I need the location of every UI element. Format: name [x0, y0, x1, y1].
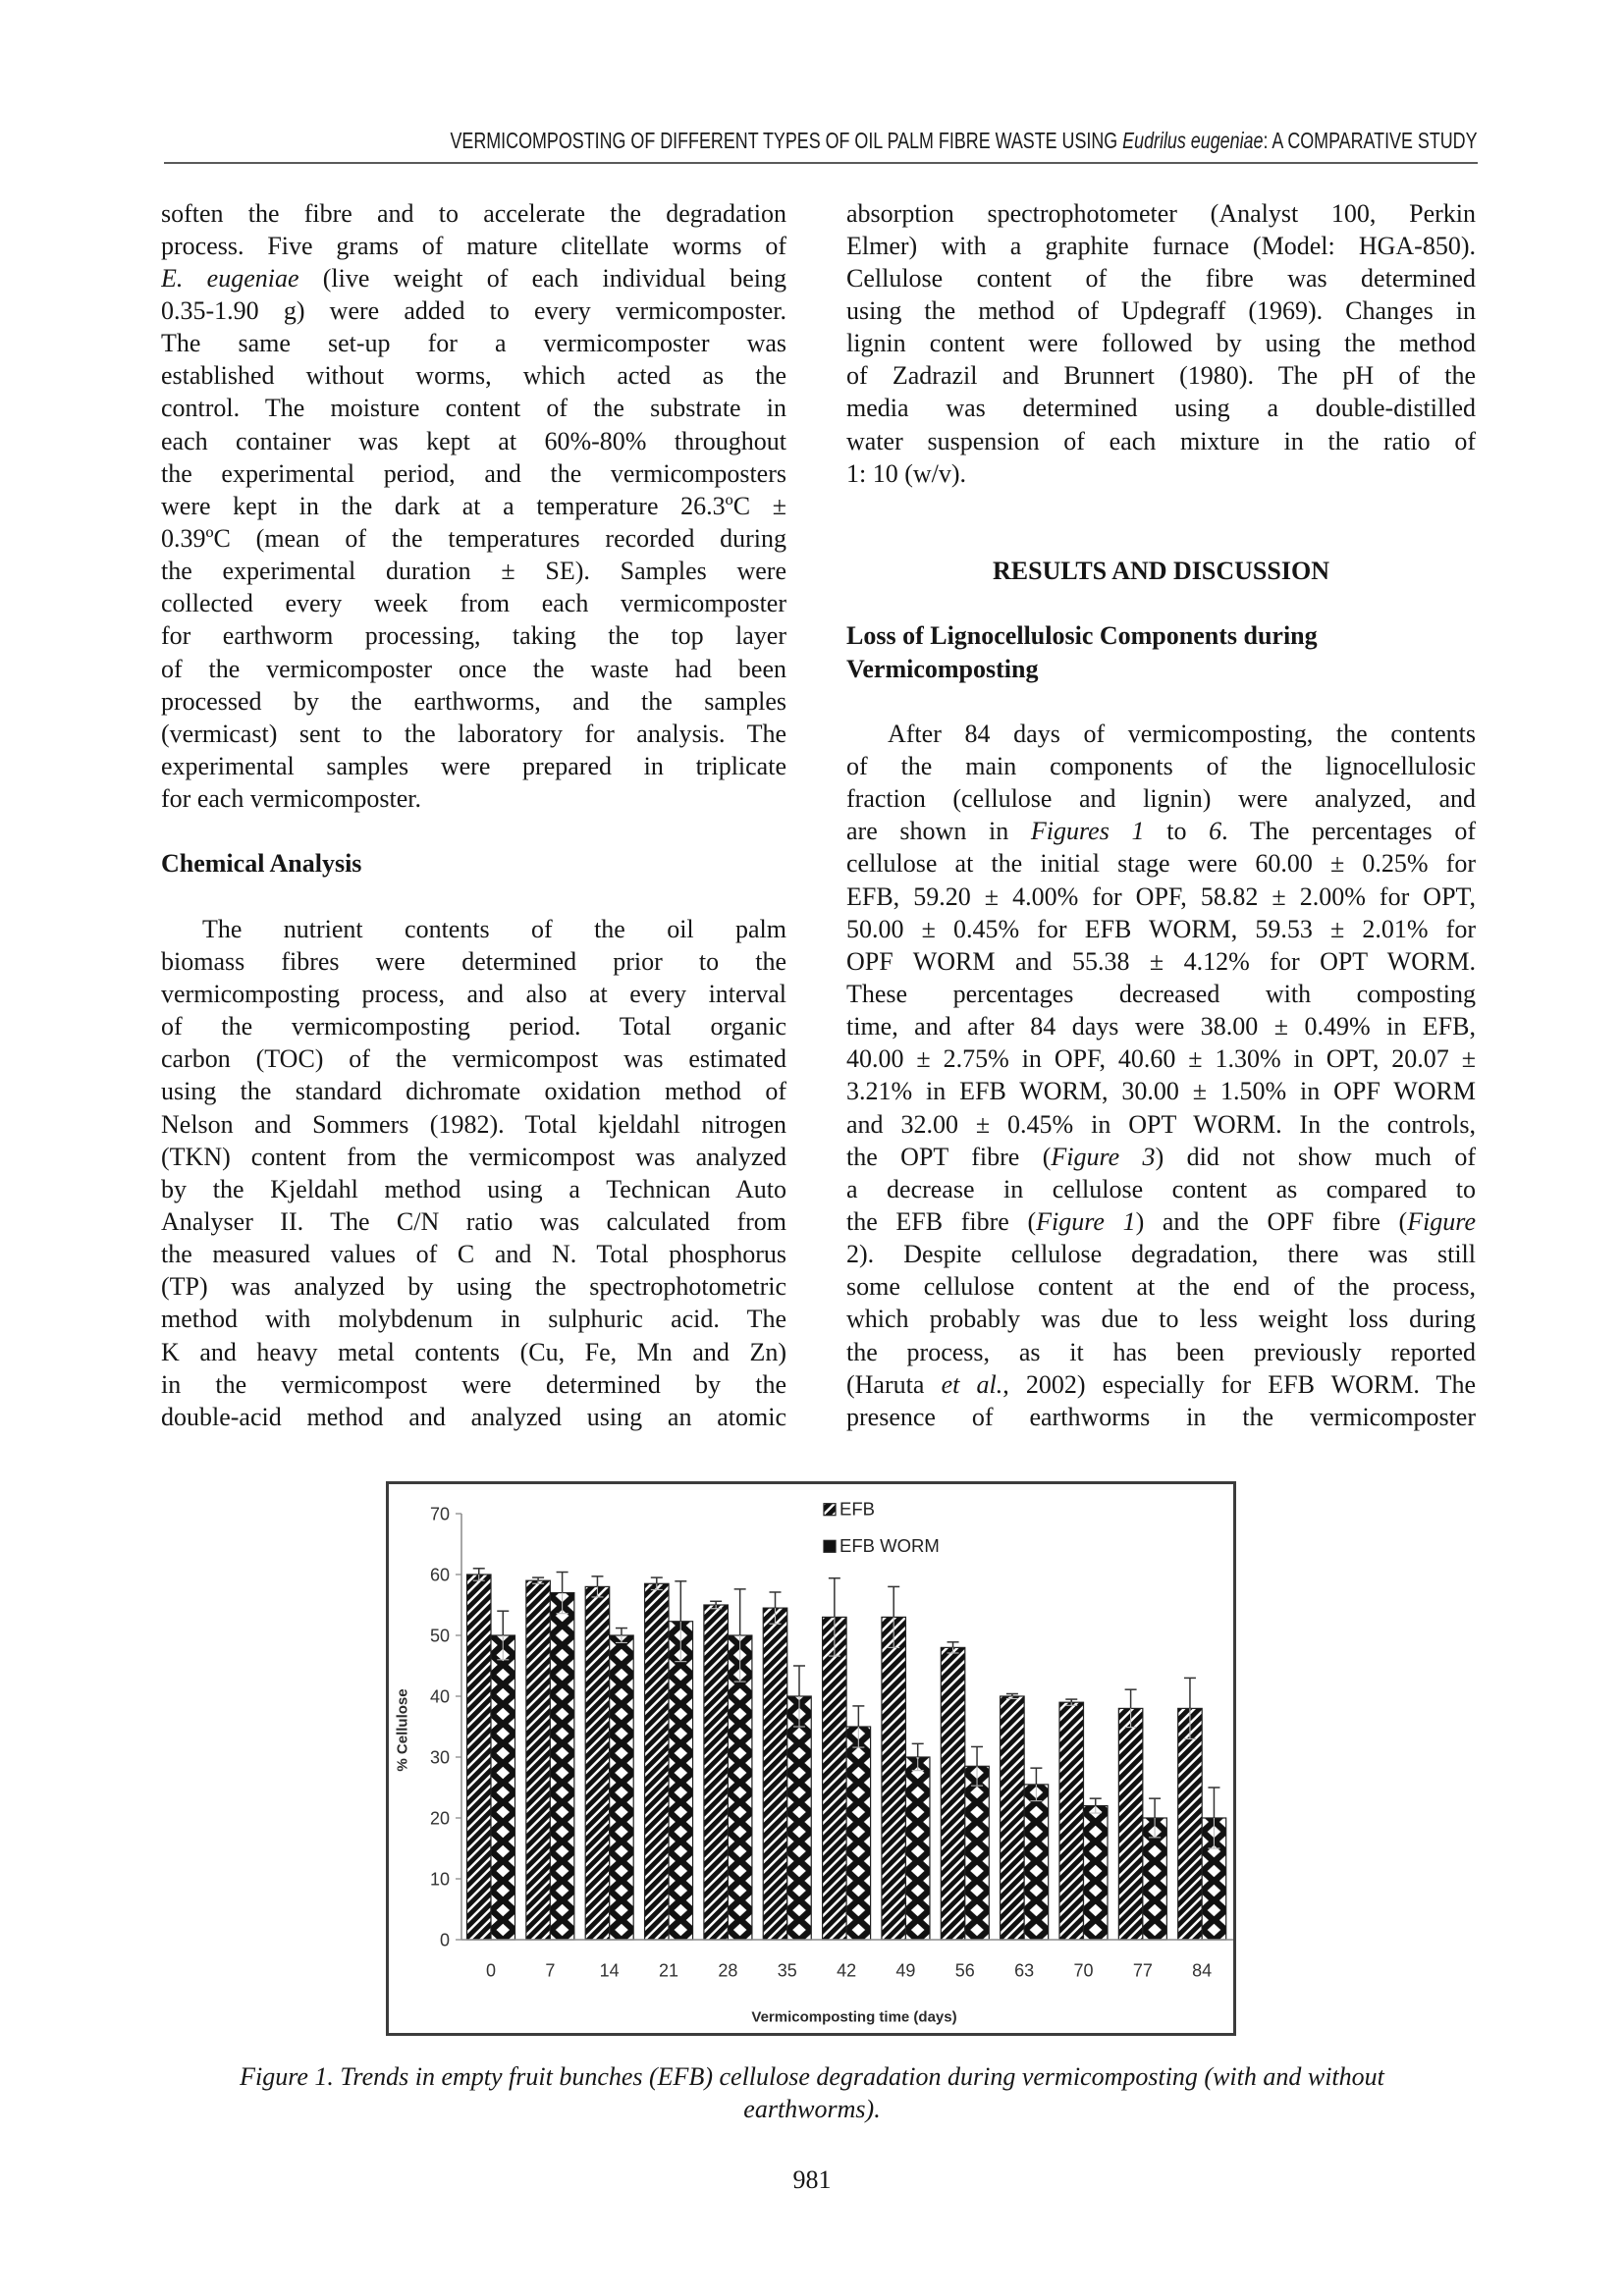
x-tick-label: 0 — [485, 1960, 497, 1981]
text-line: 50.00 ± 0.45% for EFB WORM, 59.53 ± 2.01% for — [846, 914, 1476, 943]
caption-line: earthworms). — [743, 2094, 881, 2123]
legend-swatch-efb-icon — [824, 1504, 836, 1516]
bar-efb-day-42 — [823, 1617, 847, 1940]
x-tick-label: 14 — [599, 1960, 620, 1981]
text-line: The nutrient contents of the oil palm — [202, 914, 786, 943]
text-line: 0.39ºC (mean of the temperatures recorded during — [161, 524, 786, 553]
x-tick-label: 77 — [1132, 1960, 1153, 1981]
text-line: media was determined using a double-distilled — [846, 394, 1476, 423]
text-line: (Haruta et al., 2002) especially for EFB WORM. The — [846, 1369, 1476, 1399]
text-line: presence of earthworms in the vermicomposter — [846, 1402, 1476, 1431]
text-line: 2). Despite cellulose degradation, there was still — [846, 1240, 1476, 1269]
bar-efb-worm-day-7 — [550, 1593, 574, 1940]
text-line: of the main components of the lignocellulosic — [846, 751, 1476, 780]
paragraph-analysis-methods — [846, 197, 1476, 490]
running-head-text: VERMICOMPOSTING OF DIFFERENT TYPES OF OIL PALM FIBRE WASTE USING — [450, 128, 1123, 153]
text-line: 3.21% in EFB WORM, 30.00 ± 1.50% in OPF WORM — [846, 1077, 1476, 1106]
text-line: by the Kjeldahl method using a Technican Auto — [161, 1174, 786, 1203]
text-line: which probably was due to less weight loss during — [846, 1305, 1476, 1334]
text-line: 1: 10 (w/v). — [846, 458, 967, 488]
x-tick-label: 42 — [837, 1960, 857, 1981]
spacer — [846, 685, 1476, 718]
text-line: each container was kept at 60%-80% throughout — [161, 426, 786, 455]
text-line: cellulose at the initial stage were 60.00 ± 0.25% for — [846, 849, 1476, 879]
x-tick-label: 35 — [777, 1960, 797, 1981]
text-line: K and heavy metal contents (Cu, Fe, Mn and Zn) — [161, 1337, 786, 1366]
spacer — [161, 815, 786, 847]
spacer — [846, 522, 1476, 555]
bar-efb-worm-day-35 — [787, 1696, 812, 1940]
text-line: biomass fibres were determined prior to the — [161, 946, 786, 976]
text-line: process. Five grams of mature clitellate worms of — [161, 231, 786, 260]
text-line: for each vermicomposter. — [161, 784, 421, 814]
y-tick-label: 10 — [429, 1869, 450, 1890]
text-line: (vermicast) sent to the laboratory for analysis. The — [161, 719, 786, 748]
text-line: After 84 days of vermicomposting, the contents — [888, 719, 1476, 748]
text-line: soften the fibre and to accelerate the degradation — [161, 198, 786, 228]
italic-text: 6 — [1209, 817, 1222, 846]
bar-efb-day-49 — [882, 1617, 906, 1940]
x-tick-label: 28 — [718, 1960, 738, 1981]
left-column — [161, 197, 786, 1433]
x-tick-label: 70 — [1073, 1960, 1094, 1981]
y-tick-label: 20 — [429, 1808, 450, 1829]
text-line: processed by the earthworms, and the samples — [161, 686, 786, 716]
bar-efb-day-0 — [467, 1575, 492, 1940]
italic-text: Figure 1 — [1036, 1206, 1136, 1236]
bar-chart-figure-1 — [386, 1481, 1236, 2036]
bar-efb-worm-day-42 — [846, 1727, 871, 1940]
subheading-line: Loss of Lignocellulosic Components during — [846, 621, 1318, 651]
legend-label: EFB WORM — [839, 1535, 940, 1557]
x-tick-label: 63 — [1014, 1960, 1035, 1981]
text-line: the EFB fibre (Figure 1) and the OPF fibre (Figure — [846, 1206, 1476, 1236]
text-line: absorption spectrophotometer (Analyst 100, Perkin — [846, 198, 1476, 228]
text-line: vermicomposting process, and also at every interval — [161, 979, 786, 1008]
text-line: of the vermicomposter once the waste had been — [161, 654, 786, 683]
y-tick-label: 0 — [439, 1930, 450, 1950]
bar-efb-day-35 — [763, 1608, 787, 1940]
text-line: EFB, 59.20 ± 4.00% for OPF, 58.82 ± 2.00% for OPT, — [846, 881, 1476, 911]
legend-swatch-efb-worm-icon — [824, 1540, 836, 1552]
x-tick-label: 56 — [954, 1960, 975, 1981]
text-line: in the vermicompost were determined by the — [161, 1369, 786, 1399]
text-line: These percentages decreased with composting — [846, 979, 1476, 1008]
bar-efb-day-14 — [585, 1586, 610, 1940]
text-line: the measured values of C and N. Total phosphorus — [161, 1240, 786, 1269]
bar-efb-worm-day-14 — [610, 1635, 634, 1940]
text-line: E. eugeniae (live weight of each individual being — [161, 263, 786, 293]
text-line: (TP) was analyzed by using the spectrophotometric — [161, 1272, 786, 1302]
paragraph-methods-continued — [161, 197, 786, 816]
spacer — [846, 587, 1476, 619]
text-line: the experimental duration ± SE). Samples were — [161, 557, 786, 586]
text-line: for earthworm processing, taking the top layer — [161, 621, 786, 651]
text-line: a decrease in cellulose content as compared to — [846, 1174, 1476, 1203]
x-tick-label: 7 — [545, 1960, 556, 1981]
italic-text: Figure — [1407, 1206, 1476, 1236]
text-line: water suspension of each mixture in the ratio of — [846, 426, 1476, 455]
bar-efb-worm-day-63 — [1024, 1785, 1049, 1940]
text-line: control. The moisture content of the substrate in — [161, 394, 786, 423]
text-line: 40.00 ± 2.75% in OPF, 40.60 ± 1.30% in OPT, 20.07 ± — [846, 1044, 1476, 1074]
legend-label: EFB — [839, 1498, 875, 1520]
x-axis-title: Vermicomposting time (days) — [751, 2008, 957, 2026]
bar-efb-worm-day-49 — [905, 1757, 930, 1940]
text-line: using the standard dichromate oxidation method of — [161, 1077, 786, 1106]
section-heading-chemical-analysis: Chemical Analysis — [161, 849, 362, 879]
running-head — [451, 126, 1478, 155]
text-line: were kept in the dark at a temperature 26.3ºC ± — [161, 491, 786, 520]
text-line: established without worms, which acted as the — [161, 361, 786, 391]
spacer — [161, 881, 786, 913]
y-tick-label: 50 — [429, 1626, 450, 1646]
bar-efb-day-7 — [526, 1580, 551, 1940]
subheading-line: Vermicomposting — [846, 654, 1039, 683]
bar-efb-day-84 — [1178, 1708, 1203, 1940]
bar-efb-day-70 — [1059, 1702, 1084, 1940]
text-line: the experimental period, and the vermicomposters — [161, 458, 786, 488]
italic-text: E. eugeniae — [161, 263, 299, 293]
text-line: The same set-up for a vermicomposter was — [161, 329, 786, 358]
text-line: method with molybdenum in sulphuric acid. The — [161, 1305, 786, 1334]
text-line: fraction (cellulose and lignin) were analyzed, and — [846, 784, 1476, 814]
spacer — [846, 490, 1476, 522]
y-tick-label: 30 — [429, 1747, 450, 1768]
bar-efb-day-21 — [645, 1583, 670, 1940]
running-head-text-end: : A COMPARATIVE STUDY — [1263, 128, 1478, 153]
bar-efb-worm-day-21 — [669, 1622, 693, 1940]
running-head-species-name: Eudrilus eugeniae — [1122, 128, 1264, 153]
text-line: time, and after 84 days were 38.00 ± 0.49% in EFB, — [846, 1012, 1476, 1041]
bar-efb-day-28 — [704, 1605, 729, 1940]
text-line: the OPT fibre (Figure 3) did not show much of — [846, 1142, 1476, 1171]
text-line: some cellulose content at the end of the process, — [846, 1272, 1476, 1302]
right-column — [846, 197, 1476, 1433]
header-rule — [164, 162, 1478, 164]
text-line: of the vermicomposting period. Total organic — [161, 1012, 786, 1041]
bar-efb-worm-day-0 — [491, 1635, 515, 1940]
text-line: Nelson and Sommers (1982). Total kjeldahl nitrogen — [161, 1109, 786, 1139]
y-tick-label: 40 — [429, 1686, 450, 1707]
text-line: collected every week from each vermicomposter — [161, 589, 786, 618]
text-line: double-acid method and analyzed using an atomic — [161, 1402, 786, 1431]
text-line: Analyser II. The C/N ratio was calculated from — [161, 1206, 786, 1236]
section-heading-results: RESULTS AND DISCUSSION — [993, 557, 1329, 586]
text-line: of Zadrazil and Brunnert (1980). The pH of the — [846, 361, 1476, 391]
italic-text: Figure 3 — [1051, 1142, 1156, 1171]
text-line: carbon (TOC) of the vermicompost was estimated — [161, 1044, 786, 1074]
text-line: and 32.00 ± 0.45% in OPT WORM. In the controls, — [846, 1109, 1476, 1139]
italic-text: Figures 1 — [1030, 817, 1145, 846]
bar-efb-worm-day-56 — [965, 1766, 990, 1940]
text-line: Cellulose content of the fibre was determined — [846, 263, 1476, 293]
x-tick-label: 84 — [1192, 1960, 1213, 1981]
text-line: lignin content were followed by using the method — [846, 329, 1476, 358]
x-tick-label: 49 — [895, 1960, 916, 1981]
caption-line: Figure 1. Trends in empty fruit bunches (EFB) cellulose degradation during vermicomposting (with and without — [240, 2061, 1384, 2091]
bar-efb-day-77 — [1118, 1708, 1143, 1940]
text-line: experimental samples were prepared in triplicate — [161, 751, 786, 780]
bar-efb-day-63 — [1001, 1696, 1025, 1940]
text-line: 0.35-1.90 g) were added to every vermicomposter. — [161, 296, 786, 326]
figure-caption — [0, 2060, 1624, 2125]
page-number: 981 — [792, 2164, 832, 2194]
text-line: (TKN) content from the vermicompost was analyzed — [161, 1142, 786, 1171]
text-line: are shown in Figures 1 to 6. The percentages of — [846, 817, 1476, 846]
y-axis-title: % Cellulose — [394, 1688, 411, 1772]
paragraph-chemical-analysis — [161, 913, 786, 1433]
text-line: Elmer) with a graphite furnace (Model: HGA-850). — [846, 231, 1476, 260]
x-tick-label: 21 — [659, 1960, 679, 1981]
bar-efb-day-56 — [941, 1647, 965, 1940]
paragraph-results — [846, 718, 1476, 1433]
text-line: OPF WORM and 55.38 ± 4.12% for OPT WORM. — [846, 946, 1476, 976]
bar-efb-worm-day-70 — [1084, 1806, 1109, 1940]
text-line: the process, as it has been previously reported — [846, 1337, 1476, 1366]
y-tick-label: 60 — [429, 1565, 450, 1585]
text-line: using the method of Updegraff (1969). Changes in — [846, 296, 1476, 326]
italic-text: et al. — [941, 1369, 1003, 1399]
y-tick-label: 70 — [429, 1504, 450, 1524]
